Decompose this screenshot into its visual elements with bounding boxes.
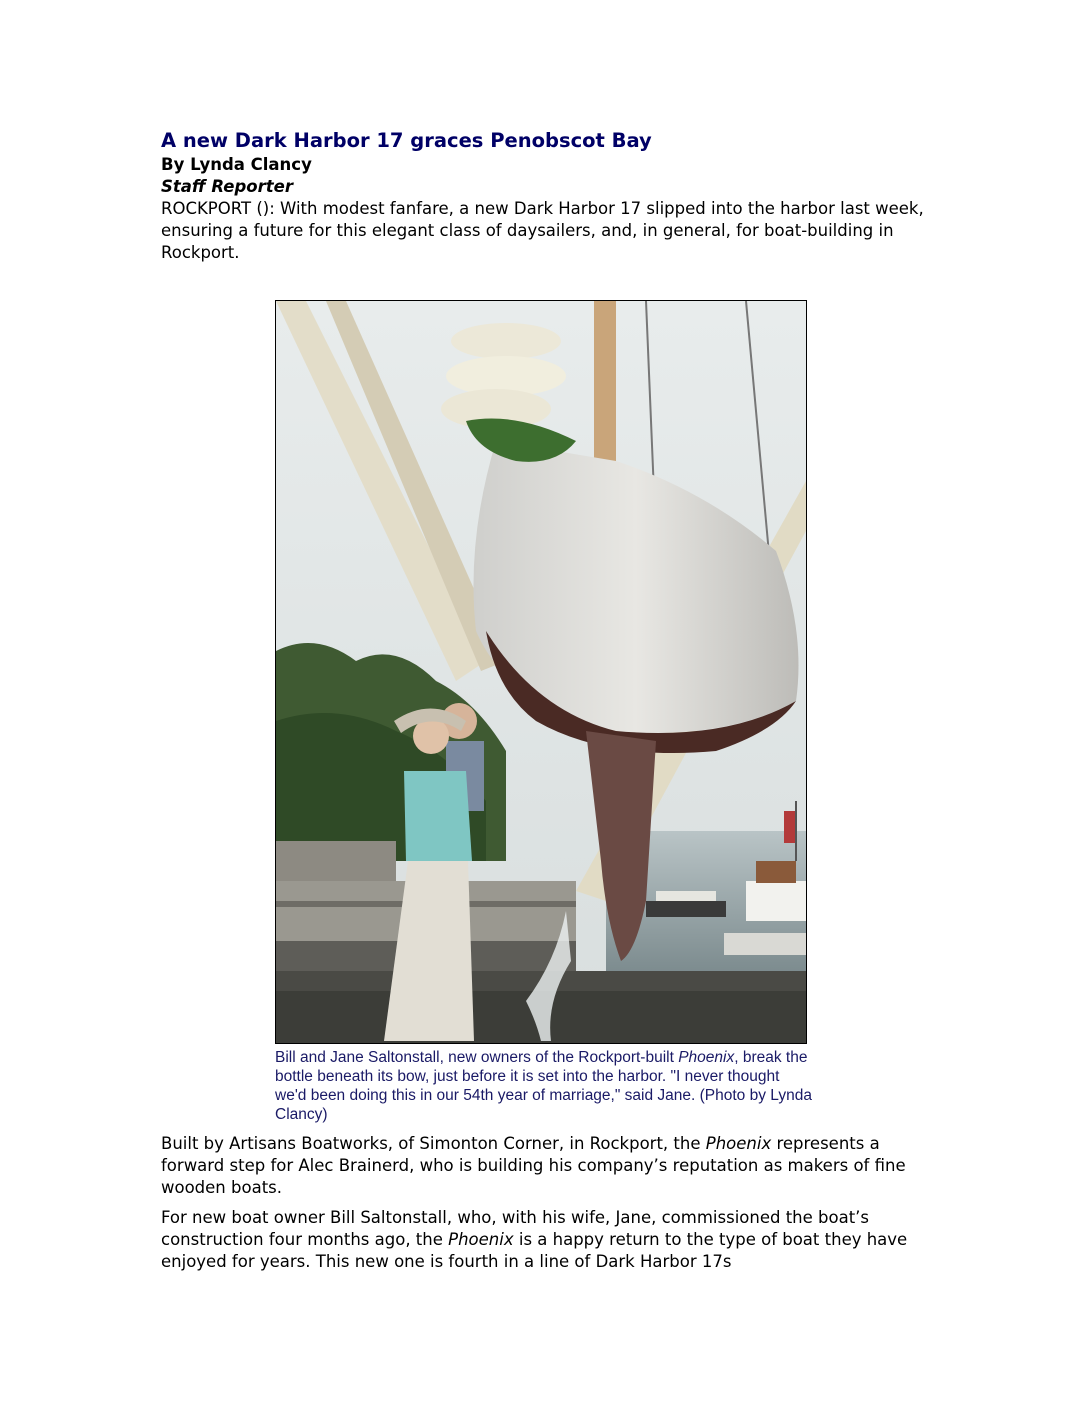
p2-boat-name: Phoenix (448, 1230, 514, 1249)
lede-paragraph: ROCKPORT (): With modest fanfare, a new Dark Harbor 17 slipped into the harbor last week, ensuring a future for this elegant class of daysailers, and, in general, for boat-building in Rockport. (161, 199, 924, 262)
article-body (161, 1133, 936, 1273)
photo-caption (275, 1048, 815, 1124)
boat-launch-photo (275, 300, 807, 1044)
byline: By Lynda Clancy (161, 155, 312, 174)
caption-text-start: Bill and Jane Saltonstall, new owners of the Rockport-built (275, 1049, 679, 1066)
p2-text-end: is a happy return to the type of boat they have enjoyed for years. This new one is fourth in a line of Dark Harbor 17s (161, 1230, 908, 1271)
reporter-role: Staff Reporter (161, 177, 293, 196)
body-paragraph-1 (161, 1133, 936, 1199)
caption-text-end: , break the bottle beneath its bow, just before it is set into the harbor. "I never thought we'd been doing this in our 54th year of marriage," said Jane. (Photo by Lynda Clancy) (275, 1049, 812, 1123)
p1-boat-name: Phoenix (705, 1134, 772, 1153)
caption-boat-name: Phoenix (678, 1049, 735, 1066)
p1-text-start: Built by Artisans Boatworks, of Simonton Corner, in Rockport, the (161, 1134, 706, 1153)
p1-text-end: represents a forward step for Alec Brainerd, who is building his company’s reputation as makers of fine wooden boats. (161, 1134, 906, 1197)
photo-figure (275, 300, 812, 1124)
p2-text-start: For new boat owner Bill Saltonstall, who, with his wife, Jane, commissioned the boat’s construction four months ago, the (161, 1208, 870, 1249)
article-header (161, 127, 936, 264)
body-paragraph-2 (161, 1207, 936, 1273)
headline: A new Dark Harbor 17 graces Penobscot Bay (161, 129, 652, 152)
